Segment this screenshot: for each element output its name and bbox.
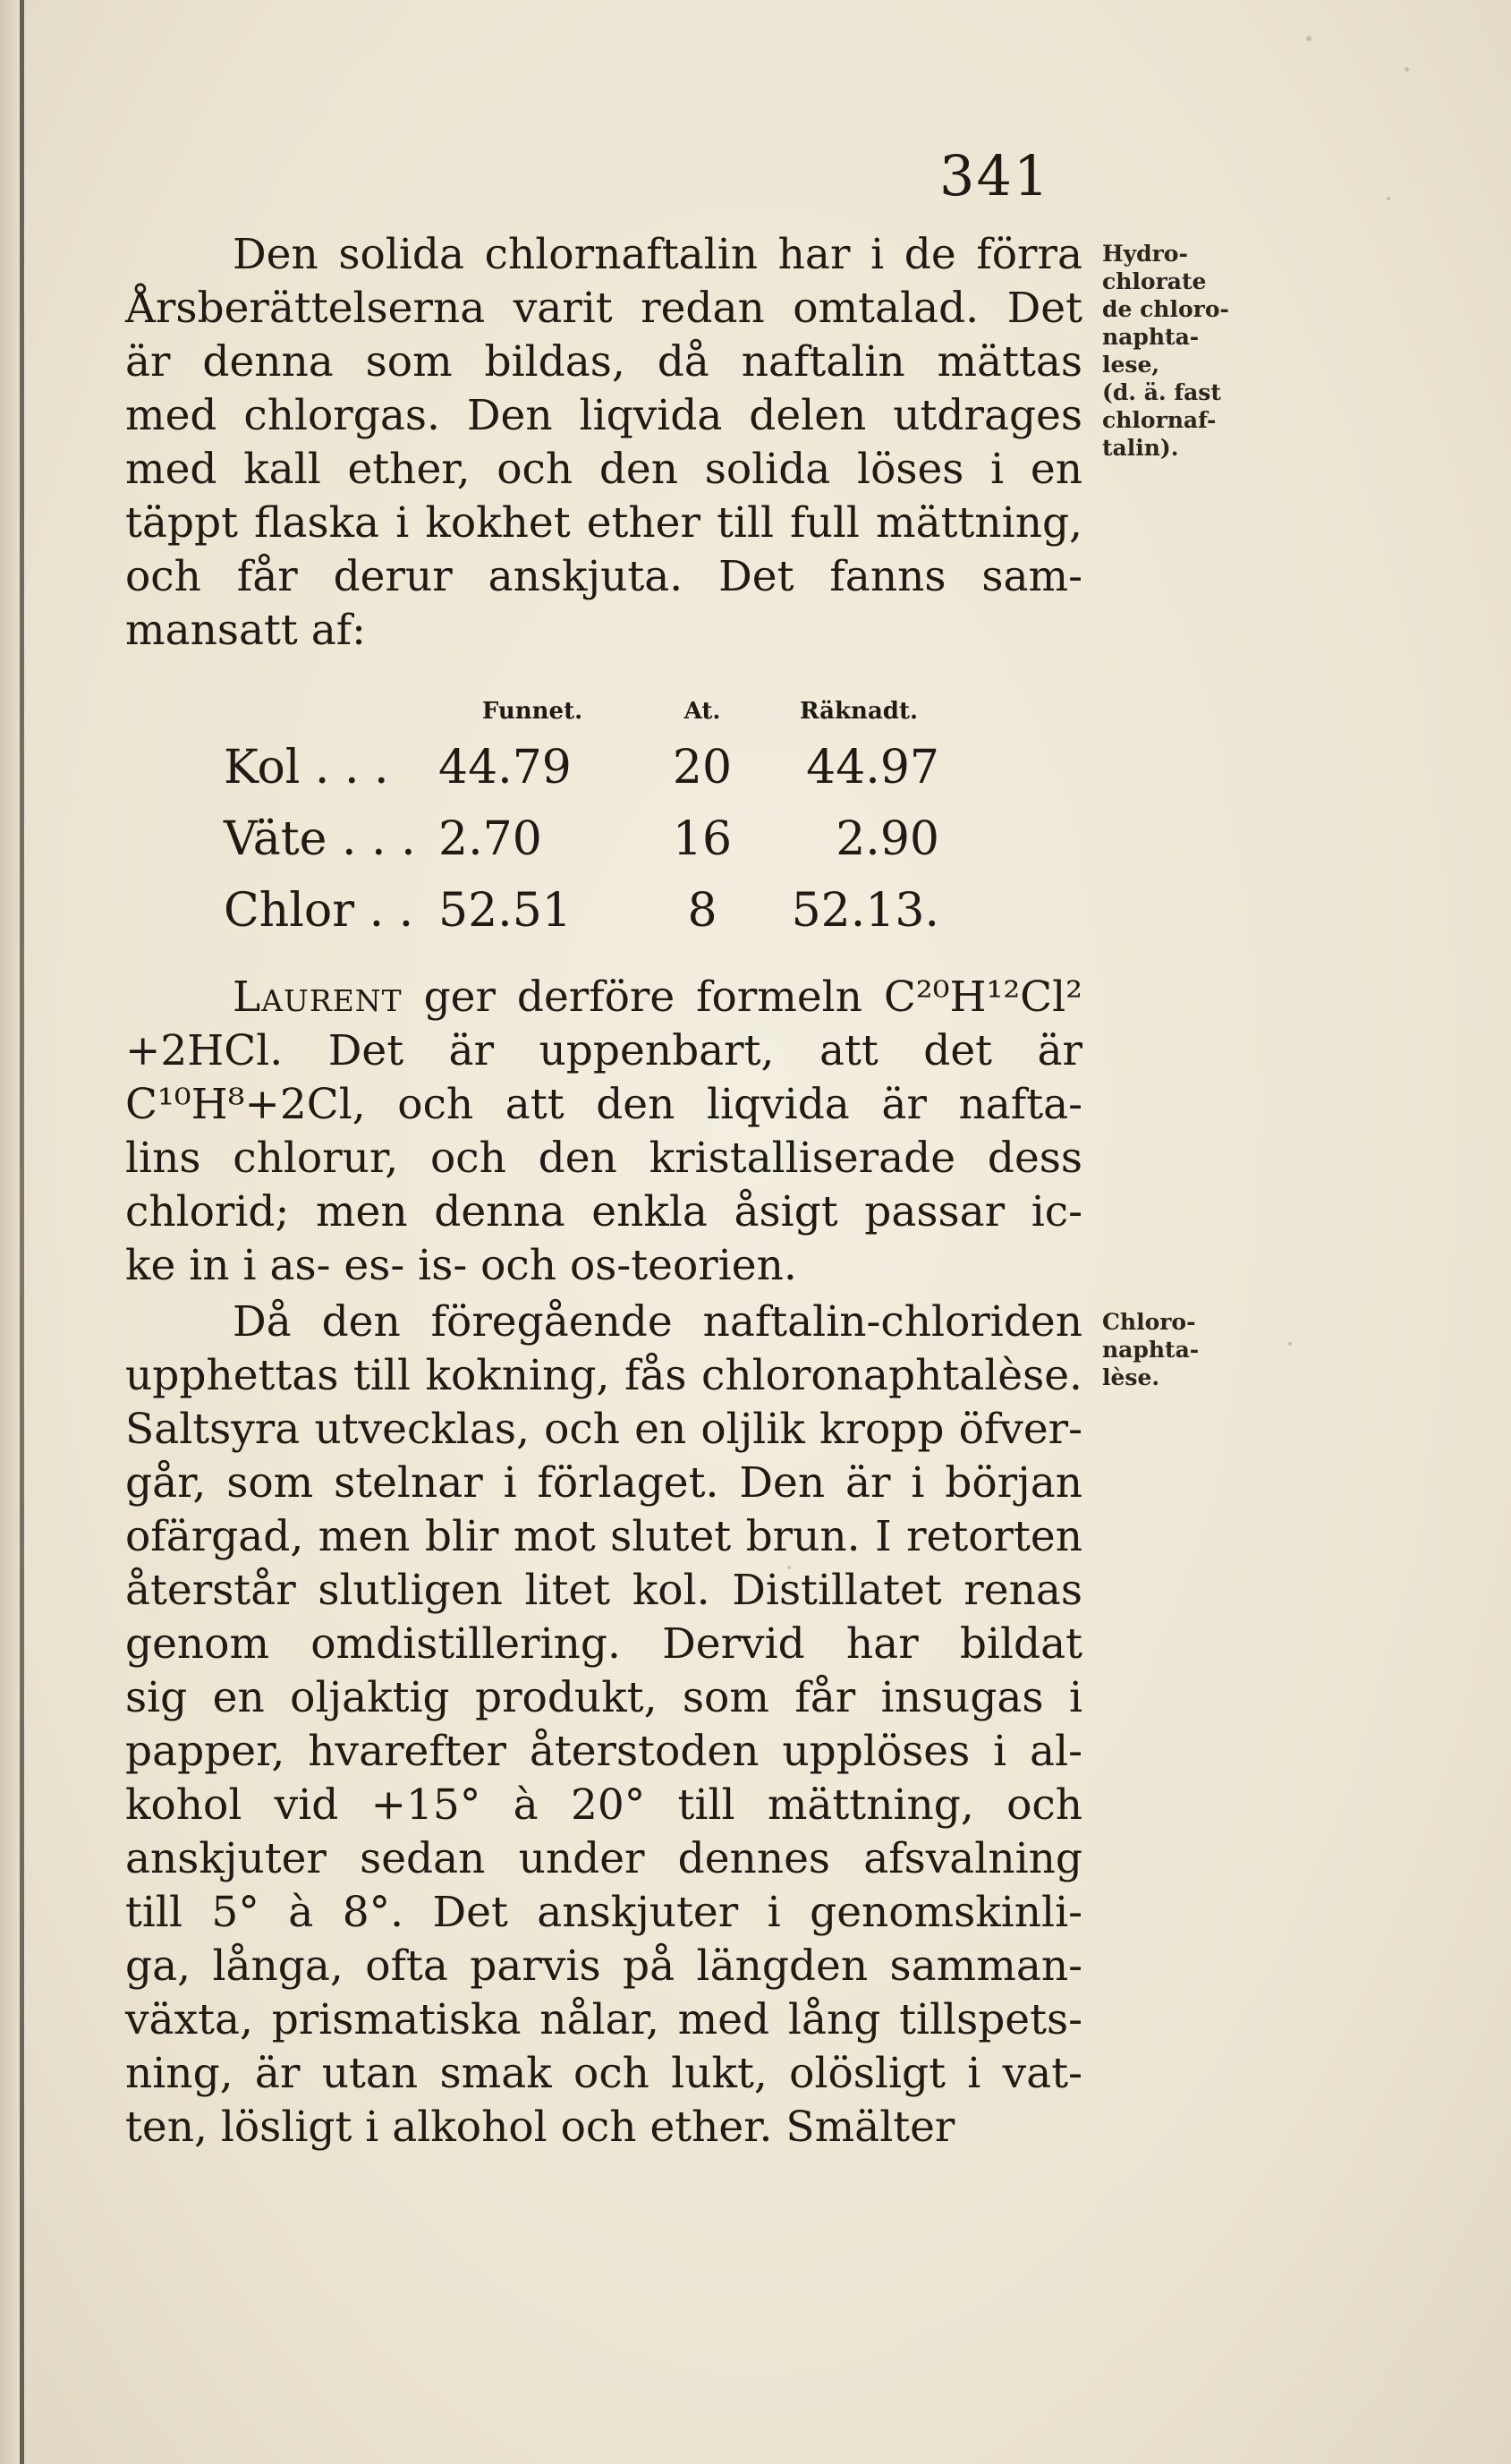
- paper-speck: [1405, 67, 1409, 72]
- element-label: Väte . . .: [224, 812, 416, 866]
- table-row: [224, 732, 939, 803]
- text-line: till 5° à 8°. Det anskjuter i genomskinli-: [125, 1888, 1082, 1937]
- text-line: växta, prismatiska nålar, med lång tillspets-: [125, 1995, 1082, 2044]
- text-line: med kall ether, och den solida löses i en: [125, 445, 1082, 494]
- text-line: upphettas till kokning, fås chloronaphtalèse.: [125, 1351, 1082, 1400]
- calculated-value: 52.13.: [791, 884, 939, 938]
- paragraph-2: [125, 971, 1082, 1293]
- element-label: Kol . . .: [224, 741, 389, 794]
- text-line: sig en oljaktig produkt, som får insugas i: [125, 1673, 1082, 1722]
- found-value: 44.79: [438, 741, 572, 794]
- text-line: +2HCl. Det är uppenbart, att det är: [125, 1026, 1082, 1075]
- author-name: Laurent: [233, 973, 403, 1022]
- calculated-value: 44.97: [806, 741, 939, 794]
- table-header-found: Funnet.: [481, 698, 583, 725]
- text-line: Den solida chlornaftalin har i de förra: [233, 230, 1082, 279]
- text-line: återstår slutligen litet kol. Distillatet renas: [125, 1566, 1082, 1615]
- text-line: ning, är utan smak och lukt, olösligt i vat-: [125, 2049, 1082, 2098]
- margin-note-line: Hydro-: [1102, 241, 1188, 267]
- margin-note-line: chlorate: [1102, 268, 1207, 294]
- table-row: [224, 875, 939, 947]
- text-line: och får derur anskjuta. Det fanns sam-: [125, 552, 1082, 601]
- atom-count: 20: [672, 741, 733, 794]
- text-line: C¹⁰H⁸+2Cl, och att den liqvida är nafta-: [125, 1080, 1082, 1129]
- text-line: papper, hvarefter återstoden upplöses i al-: [125, 1727, 1082, 1776]
- paper-speck: [1306, 36, 1312, 41]
- text-line: chlorid; men denna enkla åsigt passar ic-: [125, 1187, 1082, 1236]
- paragraph-1: [125, 228, 1082, 658]
- gutter-shade: [0, 0, 20, 2464]
- atom-count: 8: [687, 884, 717, 938]
- page-number: 341: [939, 143, 1051, 208]
- text-line: är denna som bildas, då naftalin mättas: [125, 337, 1082, 387]
- table-row: [224, 803, 939, 875]
- text-line: mansatt af:: [125, 606, 366, 655]
- composition-table: [224, 691, 939, 947]
- margin-note-line: chlornaf-: [1102, 407, 1217, 433]
- text-line: kohol vid +15° à 20° till mättning, och: [125, 1780, 1082, 1830]
- text-line: täppt flaska i kokhet ether till full mättning,: [125, 498, 1082, 548]
- paragraph-3: [125, 1296, 1082, 2154]
- text-line: går, som stelnar i förlaget. Den är i början: [125, 1458, 1082, 1508]
- atom-count: 16: [672, 812, 733, 866]
- margin-note-line: naphta-: [1102, 1337, 1200, 1363]
- element-label: Chlor . .: [224, 884, 414, 938]
- gutter-binding-line: [20, 0, 24, 2464]
- text-line: Då den föregående naftalin-chloriden: [233, 1297, 1082, 1347]
- text-line: med chlorgas. Den liqvida delen utdrages: [125, 391, 1082, 440]
- text-line: ga, långa, ofta parvis på längden samman-: [125, 1941, 1082, 1991]
- text-line: genom omdistillering. Dervid har bildat: [125, 1619, 1082, 1669]
- margin-note-hydrochlorate: [1102, 240, 1245, 462]
- text-line: [125, 971, 1082, 1024]
- text-line: ofärgad, men blir mot slutet brun. I retorten: [125, 1512, 1082, 1561]
- margin-note-chloronaphtalese: [1102, 1308, 1245, 1391]
- found-value: 2.70: [438, 812, 542, 866]
- margin-note-line: naphta-: [1102, 324, 1200, 350]
- margin-note-line: lese,: [1102, 352, 1160, 378]
- margin-note-line: Chloro-: [1102, 1309, 1196, 1335]
- found-value: 52.51: [438, 884, 572, 938]
- paper-speck: [1288, 1342, 1292, 1346]
- text-fragment: ger derföre formeln C²⁰H¹²Cl²: [402, 973, 1082, 1022]
- table-header-row: [224, 691, 939, 732]
- text-line: lins chlorur, och den kristalliserade dess: [125, 1134, 1082, 1183]
- text-line: Årsberättelserna varit redan omtalad. Det: [125, 284, 1082, 333]
- text-line: anskjuter sedan under dennes afsvalning: [125, 1834, 1082, 1883]
- text-line: ke in i as- es- is- och os-teorien.: [125, 1241, 797, 1290]
- calculated-value: 2.90: [836, 812, 939, 866]
- margin-note-line: lèse.: [1102, 1364, 1160, 1390]
- text-line: Saltsyra utvecklas, och en oljlik kropp öfver-: [125, 1405, 1082, 1454]
- margin-note-line: de chloro-: [1102, 296, 1229, 322]
- text-line: ten, lösligt i alkohol och ether. Smälter: [125, 2103, 955, 2152]
- margin-note-line: (d. ä. fast: [1102, 379, 1221, 405]
- margin-note-line: talin).: [1102, 435, 1179, 461]
- table-header-calculated: Räknadt.: [799, 698, 919, 725]
- table-header: [224, 691, 438, 732]
- table-header-atoms: At.: [683, 698, 721, 725]
- paper-speck: [1387, 197, 1390, 200]
